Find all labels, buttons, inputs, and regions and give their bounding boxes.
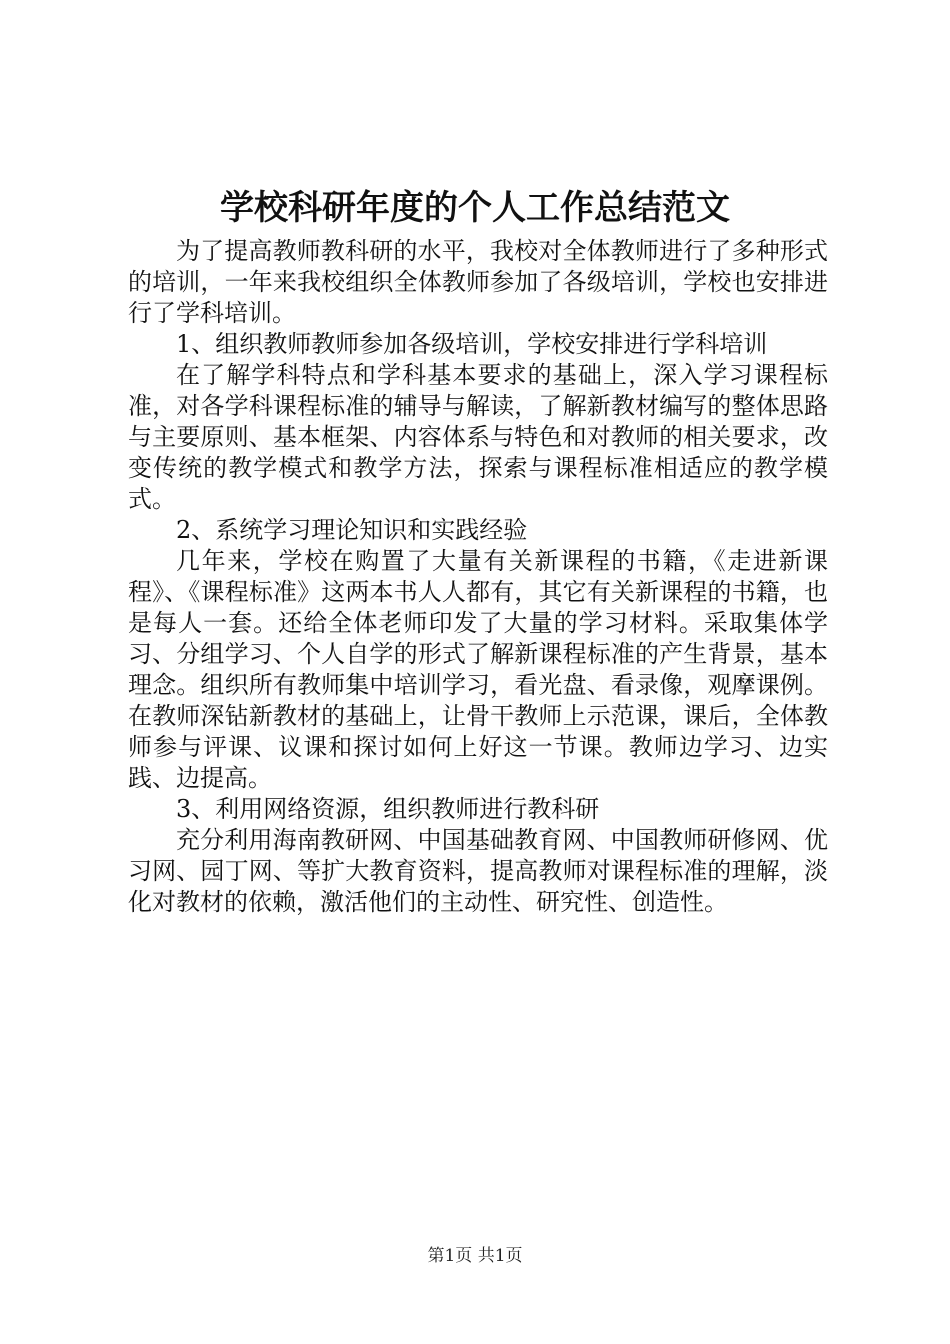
section-paragraph-1: 在了解学科特点和学科基本要求的基础上，深入学习课程标准，对各学科课程标准的辅导与解读，了解新教材编写的整体思路与主要原则、基本框架、内容体系与特色和对教师的相关要求，改变传统的教学模式和教学方法，探索与课程标准相适应的教学模式。 (128, 361, 828, 513)
section-paragraph-3: 充分利用海南教研网、中国基础教育网、中国教师研修网、优习网、园丁网、等扩大教育资料，提高教师对课程标准的理解，淡化对教材的依赖，激活他们的主动性、研究性、创造性。 (128, 826, 828, 916)
section-heading-2: 2、系统学习理论知识和实践经验 (176, 516, 528, 544)
document-body (128, 236, 828, 918)
intro-paragraph: 为了提高教师教科研的水平，我校对全体教师进行了多种形式的培训，一年来我校组织全体教师参加了各级培训，学校也安排进行了学科培训。 (128, 237, 828, 327)
page-footer: 第1页 共1页 (427, 1246, 523, 1266)
section-heading-1: 1、组织教师教师参加各级培训，学校安排进行学科培训 (176, 330, 768, 358)
section-heading-3: 3、利用网络资源，组织教师进行教科研 (176, 795, 600, 823)
document-title: 学校科研年度的个人工作总结范文 (220, 188, 730, 228)
section-paragraph-2: 几年来，学校在购置了大量有关新课程的书籍，《走进新课程》、《课程标准》这两本书人人都有，其它有关新课程的书籍，也是每人一套。还给全体老师印发了大量的学习材料。采取集体学习、分组学习、个人自学的形式了解新课程标准的产生背景，基本理念。组织所有教师集中培训学习，看光盘、看录像，观摩课例。在教师深钻新教材的基础上，让骨干教师上示范课，课后，全体教师参与评课、议课和探讨如何上好这一节课。教师边学习、边实践、边提高。 (128, 547, 828, 792)
